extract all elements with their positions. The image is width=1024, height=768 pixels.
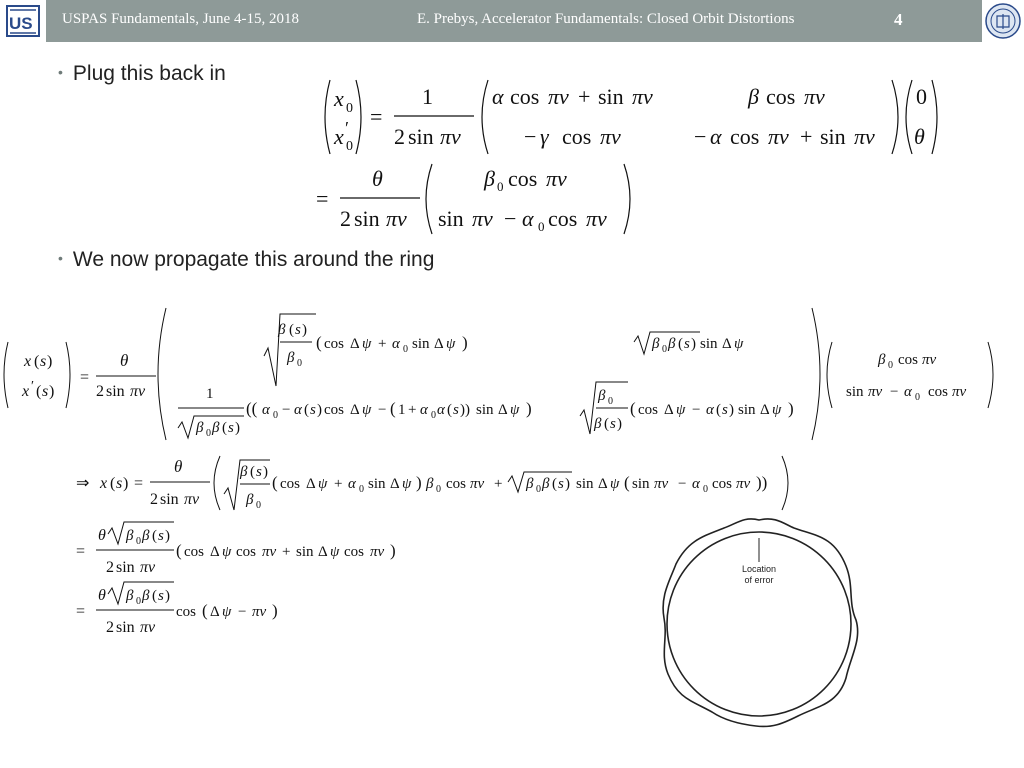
svg-text:sin: sin <box>738 402 756 418</box>
closed-orbit-ring-figure <box>658 512 860 730</box>
svg-text:πν: πν <box>262 544 277 560</box>
svg-text:Δ: Δ <box>434 336 444 352</box>
svg-text:(: ( <box>250 464 255 480</box>
uspas-logo <box>0 0 46 42</box>
svg-text:0: 0 <box>608 396 613 407</box>
svg-text:β: β <box>748 84 759 109</box>
svg-text:0: 0 <box>915 392 920 403</box>
svg-text:cos: cos <box>562 124 592 149</box>
svg-text:cos: cos <box>184 544 204 560</box>
svg-text:s: s <box>158 528 164 544</box>
svg-text:=: = <box>370 104 383 129</box>
svg-text:2: 2 <box>96 383 104 400</box>
svg-text:(: ( <box>289 322 294 338</box>
svg-text:πν: πν <box>140 559 156 576</box>
svg-text:(: ( <box>304 402 309 418</box>
svg-text:−: − <box>694 124 707 149</box>
svg-text:θ: θ <box>372 166 383 191</box>
svg-text:Δ: Δ <box>306 476 316 492</box>
svg-text:β: β <box>598 388 606 404</box>
svg-text:sin: sin <box>576 476 594 492</box>
svg-text:⇒: ⇒ <box>76 475 90 492</box>
svg-text:(: ( <box>552 476 557 492</box>
svg-text:β: β <box>278 322 286 338</box>
svg-text:cos: cos <box>928 384 948 400</box>
equation-closed-orbit-vector <box>316 160 646 240</box>
svg-text:β: β <box>126 588 134 604</box>
svg-text:cos: cos <box>508 166 538 191</box>
svg-text:0: 0 <box>431 410 436 421</box>
svg-text:−: − <box>692 402 701 418</box>
svg-text:−: − <box>678 476 687 492</box>
svg-text:β: β <box>652 336 660 352</box>
svg-text:Δ: Δ <box>598 476 608 492</box>
svg-text:θ: θ <box>98 587 106 604</box>
svg-text:sin: sin <box>116 559 135 576</box>
svg-text:): ) <box>302 322 307 338</box>
svg-text:(: ( <box>110 475 116 492</box>
svg-text:sin: sin <box>632 476 650 492</box>
svg-text:): ) <box>263 464 268 480</box>
equation-xs-simplified <box>76 518 436 580</box>
svg-text:πν: πν <box>470 476 485 492</box>
svg-text:πν: πν <box>130 383 146 400</box>
svg-text:Δ: Δ <box>350 402 360 418</box>
svg-text:s: s <box>116 475 123 492</box>
svg-text:cos: cos <box>176 604 196 620</box>
svg-text:πν: πν <box>440 124 461 149</box>
svg-text:0: 0 <box>662 344 667 355</box>
svg-text:−: − <box>282 402 291 418</box>
svg-text:πν: πν <box>548 84 569 109</box>
page-number: 4 <box>894 10 903 29</box>
svg-text:): ) <box>317 402 322 418</box>
svg-text:+: + <box>282 544 291 560</box>
svg-text:=: = <box>80 369 90 386</box>
svg-text:+: + <box>334 476 343 492</box>
svg-text:(: ( <box>678 336 683 352</box>
svg-text:1: 1 <box>422 84 433 109</box>
svg-text:sin: sin <box>160 491 179 508</box>
svg-text:(: ( <box>624 473 630 492</box>
svg-text:−: − <box>238 604 247 620</box>
svg-text:): ) <box>416 473 422 492</box>
svg-text:−: − <box>524 124 537 149</box>
svg-text:πν: πν <box>654 476 669 492</box>
svg-text:Δ: Δ <box>318 544 328 560</box>
svg-text:α: α <box>710 124 722 149</box>
svg-text:πν: πν <box>546 166 567 191</box>
svg-text:α: α <box>420 402 428 418</box>
svg-text:ψ: ψ <box>330 544 340 560</box>
svg-text:sin: sin <box>116 619 135 636</box>
bullet-dot-icon: • <box>58 64 63 80</box>
svg-text:πν: πν <box>952 384 967 400</box>
svg-text:): ) <box>691 336 696 352</box>
svg-text:πν: πν <box>184 491 200 508</box>
svg-text:): ) <box>47 353 53 370</box>
equation-initial-conditions <box>316 74 946 160</box>
svg-text:ψ: ψ <box>734 336 744 352</box>
svg-text:0: 0 <box>297 358 302 369</box>
svg-text:=: = <box>134 475 144 492</box>
svg-text:): ) <box>165 588 170 604</box>
svg-text:β: β <box>126 528 134 544</box>
svg-text:πν: πν <box>586 206 607 231</box>
bullet-text: Plug this back in <box>72 62 226 85</box>
svg-text:): ) <box>390 541 396 560</box>
svg-text:α: α <box>262 402 270 418</box>
svg-text:0: 0 <box>436 484 441 495</box>
svg-text:ψ: ψ <box>402 476 412 492</box>
svg-text:Δ: Δ <box>350 336 360 352</box>
svg-text:Δ: Δ <box>210 544 220 560</box>
svg-text:sin: sin <box>354 206 380 231</box>
svg-text:1: 1 <box>206 386 214 402</box>
svg-text:sin: sin <box>476 402 494 418</box>
svg-text:πν: πν <box>736 476 751 492</box>
svg-text:((: (( <box>246 399 258 418</box>
header-lecture-title: E. Prebys, Accelerator Fundamentals: Closed Orbit Distortions <box>417 11 795 27</box>
svg-text:s: s <box>310 402 316 418</box>
svg-text:α: α <box>692 476 700 492</box>
uspas-logo-icon <box>6 4 40 38</box>
svg-text:Δ: Δ <box>722 336 732 352</box>
svg-text:β: β <box>878 352 886 368</box>
svg-text:sin: sin <box>438 206 464 231</box>
svg-text:γ: γ <box>540 124 549 149</box>
figure-label-location: Location <box>741 564 777 574</box>
svg-text:x: x <box>22 383 30 400</box>
svg-text:cos: cos <box>510 84 540 109</box>
header-bar <box>0 0 1024 42</box>
svg-text:α: α <box>294 402 302 418</box>
svg-text:sin: sin <box>598 84 624 109</box>
svg-text:0: 0 <box>136 536 141 547</box>
svg-text:Δ: Δ <box>664 402 674 418</box>
svg-text:β: β <box>142 588 150 604</box>
svg-text:0: 0 <box>497 179 504 194</box>
svg-text:s: s <box>558 476 564 492</box>
equation-xs-expansion <box>76 452 816 516</box>
svg-text:s: s <box>453 402 459 418</box>
svg-text:): ) <box>565 476 570 492</box>
svg-text:(: ( <box>630 399 636 418</box>
svg-text:1: 1 <box>398 402 406 418</box>
svg-text:0: 0 <box>256 500 261 511</box>
svg-text:Δ: Δ <box>210 604 220 620</box>
svg-text:s: s <box>228 420 234 436</box>
svg-text:sin: sin <box>296 544 314 560</box>
svg-text:cos: cos <box>446 476 466 492</box>
header-course-title: USPAS Fundamentals, June 4-15, 2018 <box>62 11 299 27</box>
svg-text:Δ: Δ <box>390 476 400 492</box>
svg-text:): ) <box>526 399 532 418</box>
svg-text:ψ: ψ <box>318 476 328 492</box>
svg-text:β: β <box>240 464 248 480</box>
svg-text:cos: cos <box>898 352 918 368</box>
bullet-text: We now propagate this around the ring <box>72 248 435 271</box>
svg-text:x: x <box>24 353 32 370</box>
svg-text:s: s <box>610 416 616 432</box>
svg-text:β: β <box>212 420 220 436</box>
svg-text:US: US <box>9 14 33 33</box>
svg-text:β: β <box>142 528 150 544</box>
svg-text:cos: cos <box>236 544 256 560</box>
university-seal <box>982 0 1024 42</box>
svg-text:(: ( <box>176 541 182 560</box>
svg-text:Δ: Δ <box>498 402 508 418</box>
svg-text:0: 0 <box>359 484 364 495</box>
svg-text:0: 0 <box>538 219 545 234</box>
svg-text:πν: πν <box>370 544 385 560</box>
svg-text:β: β <box>526 476 534 492</box>
svg-text:): ) <box>617 416 622 432</box>
svg-text:ψ: ψ <box>362 336 372 352</box>
svg-text:β: β <box>542 476 550 492</box>
svg-text:cos: cos <box>766 84 796 109</box>
svg-text:): ) <box>165 528 170 544</box>
svg-text:cos: cos <box>324 402 344 418</box>
svg-text:(: ( <box>390 399 396 418</box>
svg-text:πν: πν <box>600 124 621 149</box>
svg-text:sin: sin <box>368 476 386 492</box>
svg-text:α: α <box>437 402 445 418</box>
svg-text:s: s <box>40 353 47 370</box>
svg-text:β: β <box>287 350 295 366</box>
svg-text:′: ′ <box>345 118 349 138</box>
svg-text:x: x <box>334 124 344 149</box>
svg-text:(: ( <box>222 420 227 436</box>
svg-text:0: 0 <box>703 484 708 495</box>
svg-text:sin: sin <box>106 383 125 400</box>
svg-text:0: 0 <box>536 484 541 495</box>
svg-text:cos: cos <box>730 124 760 149</box>
svg-text:2: 2 <box>150 491 158 508</box>
svg-text:(: ( <box>152 528 157 544</box>
svg-text:′: ′ <box>31 379 35 394</box>
svg-text:β: β <box>426 476 434 492</box>
svg-text:=: = <box>316 186 329 211</box>
svg-text:θ: θ <box>98 527 106 544</box>
equation-transfer-matrix <box>0 304 1000 444</box>
svg-text:=: = <box>76 543 86 560</box>
svg-text:α: α <box>348 476 356 492</box>
svg-text:πν: πν <box>854 124 875 149</box>
svg-text:sin: sin <box>820 124 846 149</box>
svg-text:(: ( <box>316 333 322 352</box>
svg-text:ψ: ψ <box>510 402 520 418</box>
svg-text:+: + <box>408 402 417 418</box>
svg-text:ψ: ψ <box>610 476 620 492</box>
svg-text:ψ: ψ <box>772 402 782 418</box>
svg-text:(: ( <box>36 383 42 400</box>
svg-text:cos: cos <box>324 336 344 352</box>
svg-text:β: β <box>668 336 676 352</box>
svg-text:0: 0 <box>273 410 278 421</box>
svg-text:): ) <box>123 475 129 492</box>
svg-text:θ: θ <box>120 351 129 370</box>
svg-text:2: 2 <box>394 124 405 149</box>
svg-text:−: − <box>504 206 517 231</box>
svg-text:+: + <box>800 124 813 149</box>
svg-text:ψ: ψ <box>676 402 686 418</box>
svg-text:ψ: ψ <box>222 544 232 560</box>
svg-text:θ: θ <box>914 124 925 149</box>
seal-icon <box>984 2 1022 40</box>
svg-text:−: − <box>890 384 899 400</box>
svg-text:α: α <box>706 402 714 418</box>
svg-text:2: 2 <box>106 619 114 636</box>
svg-text:cos: cos <box>712 476 732 492</box>
svg-text:+: + <box>494 476 503 492</box>
svg-text:sin: sin <box>412 336 430 352</box>
svg-text:x: x <box>100 475 108 492</box>
svg-text:(: ( <box>447 402 452 418</box>
svg-text:(: ( <box>202 601 208 620</box>
svg-text:): ) <box>272 601 278 620</box>
svg-text:ψ: ψ <box>446 336 456 352</box>
svg-text:2: 2 <box>340 206 351 231</box>
svg-text:πν: πν <box>140 619 156 636</box>
svg-text:β: β <box>196 420 204 436</box>
svg-text:sin: sin <box>408 124 434 149</box>
svg-text:πν: πν <box>386 206 407 231</box>
svg-text:cos: cos <box>280 476 300 492</box>
svg-text:ψ: ψ <box>222 604 232 620</box>
svg-text:ψ: ψ <box>362 402 372 418</box>
svg-text:): ) <box>729 402 734 418</box>
bullet-dot-icon: • <box>58 250 63 266</box>
svg-text:0: 0 <box>346 139 353 154</box>
svg-text:s: s <box>295 322 301 338</box>
svg-text:(: ( <box>272 473 278 492</box>
svg-text:s: s <box>722 402 728 418</box>
bullet-propagate <box>58 248 434 272</box>
svg-text:sin: sin <box>846 384 864 400</box>
svg-text:β: β <box>246 492 254 508</box>
svg-text:β: β <box>484 166 495 191</box>
svg-text:πν: πν <box>868 384 883 400</box>
svg-text:cos: cos <box>548 206 578 231</box>
svg-text:0: 0 <box>136 596 141 607</box>
svg-text:(: ( <box>152 588 157 604</box>
svg-text:s: s <box>256 464 262 480</box>
svg-text:=: = <box>76 603 86 620</box>
svg-text:+: + <box>378 336 387 352</box>
svg-text:cos: cos <box>638 402 658 418</box>
svg-text:Δ: Δ <box>760 402 770 418</box>
svg-text:(: ( <box>34 353 40 370</box>
svg-text:0: 0 <box>916 84 927 109</box>
svg-text:): ) <box>49 383 55 400</box>
svg-text:x: x <box>334 86 344 111</box>
svg-text:β: β <box>594 416 602 432</box>
svg-text:2: 2 <box>106 559 114 576</box>
svg-text:πν: πν <box>768 124 789 149</box>
svg-text:0: 0 <box>888 360 893 371</box>
svg-text:)): )) <box>460 402 470 418</box>
svg-text:πν: πν <box>804 84 825 109</box>
svg-text:0: 0 <box>206 428 211 439</box>
svg-text:): ) <box>235 420 240 436</box>
svg-text:πν: πν <box>632 84 653 109</box>
svg-text:−: − <box>378 402 387 418</box>
svg-text:(: ( <box>716 402 721 418</box>
svg-text:cos: cos <box>344 544 364 560</box>
figure-label-error: of error <box>744 575 774 585</box>
svg-text:s: s <box>684 336 690 352</box>
svg-text:α: α <box>904 384 912 400</box>
svg-text:0: 0 <box>346 101 353 116</box>
svg-text:): ) <box>462 333 468 352</box>
svg-text:α: α <box>392 336 400 352</box>
svg-text:0: 0 <box>403 344 408 355</box>
svg-text:)): )) <box>756 473 768 492</box>
equation-xs-final <box>76 578 316 640</box>
svg-text:α: α <box>522 206 534 231</box>
svg-text:(: ( <box>604 416 609 432</box>
bullet-plug-back <box>58 62 226 86</box>
svg-text:πν: πν <box>472 206 493 231</box>
svg-text:sin: sin <box>700 336 718 352</box>
svg-text:πν: πν <box>252 604 267 620</box>
svg-text:+: + <box>578 84 591 109</box>
svg-text:s: s <box>42 383 49 400</box>
svg-text:α: α <box>492 84 504 109</box>
svg-text:θ: θ <box>174 457 183 476</box>
svg-text:): ) <box>788 399 794 418</box>
svg-text:s: s <box>158 588 164 604</box>
svg-text:πν: πν <box>922 352 937 368</box>
